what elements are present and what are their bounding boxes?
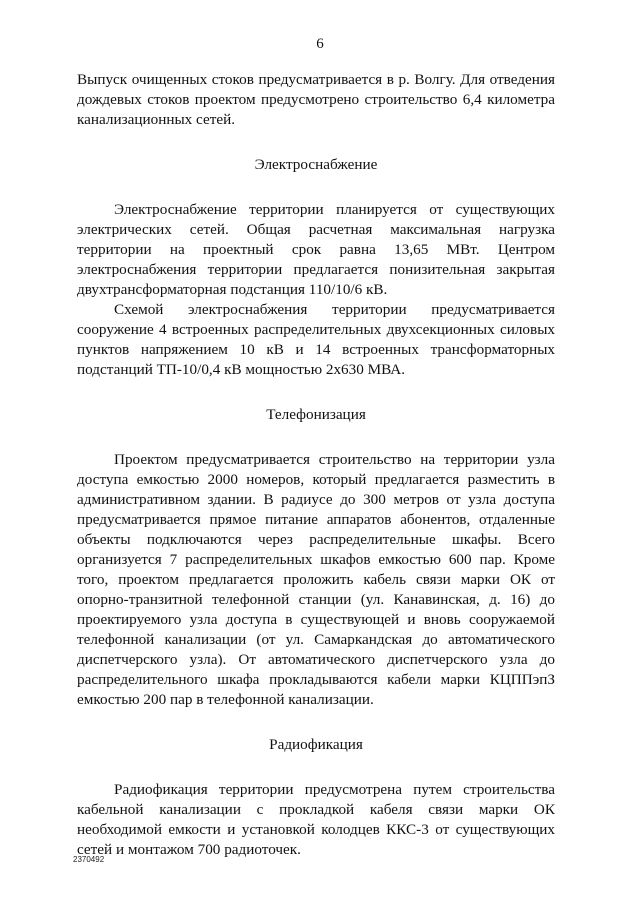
telephony-paragraph-1: Проектом предусматривается строительство на территории узла доступа емкостью 2000 номеров, который предлагается разместить в административном здании. В радиусе до 300 метров от узла доступа предусматривается прямое питание аппаратов абонентов, отдаленные объекты подключаются через распределительные шкафы. Всего организуется 7 распределительных шкафов емкостью 600 пар. Кроме того, проектом предлагается проложить кабель связи марки ОК от опорно-транзитной телефонной станции (ул. Канавинская, д. 16) до проектируемого узла доступа в существующей и вновь сооружаемой телефонной канализации (от ул. Самаркандская до автоматического диспетчерского узла). От автоматического диспетчерского узла до распределительного шкафа прокладываются кабели марки КЦППэпЗ емкостью 200 пар в телефонной канализации. bbox=[77, 451, 555, 708]
electricity-paragraph-1: Электроснабжение территории планируется от существующих электрических сетей. Общая расчетная максимальная нагрузка территории на проектный срок равна 13,65 МВт. Центром электроснабжения территории предлагается понизительная закрытая двухтрансформаторная подстанция 110/10/6 кВ. bbox=[77, 201, 555, 298]
section-heading-telephony: Телефонизация bbox=[266, 406, 366, 423]
radio-paragraph-1: Радиофикация территории предусмотрена путем строительства кабельной канализации с прокладкой кабеля связи марки ОК необходимой емкости и установкой колодцев ККС-3 от существующих сетей и монтажом 700 радиоточек. bbox=[77, 781, 555, 858]
electricity-paragraph-2: Схемой электроснабжения территории предусматривается сооружение 4 встроенных распределительных двухсекционных силовых пунктов напряжением 10 кВ и 14 встроенных трансформаторных подстанций ТП-10/0,4 кВ мощностью 2х630 МВА. bbox=[77, 301, 555, 378]
section-heading-radio: Радиофикация bbox=[269, 736, 363, 753]
document-body bbox=[77, 70, 555, 860]
page-number: 6 bbox=[316, 36, 324, 52]
intro-paragraph: Выпуск очищенных стоков предусматривается в р. Волгу. Для отведения дождевых стоков проектом предусмотрено строительство 6,4 километра канализационных сетей. bbox=[77, 71, 555, 128]
section-heading-electricity: Электроснабжение bbox=[254, 156, 378, 173]
document-code: 2370492 bbox=[73, 855, 105, 864]
